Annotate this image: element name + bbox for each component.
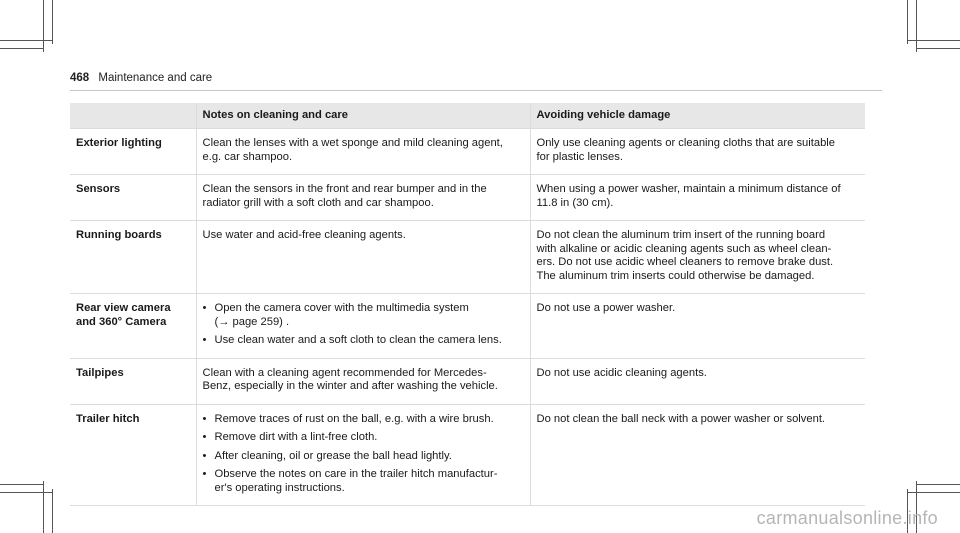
table-row [70, 294, 865, 359]
damage-text-line: with alkaline or acidic cleaning agents such as wheel clean- [536, 242, 832, 255]
page-reference-link[interactable]: (→ page 259) . [214, 315, 290, 328]
table-row [70, 175, 865, 221]
care-text-line: er's operating instructions. [214, 481, 345, 494]
header-divider [70, 90, 882, 91]
crop-mark [0, 40, 52, 41]
damage-text-line: ers. Do not use acidic wheel cleaners to remove brake dust. [536, 256, 834, 268]
care-text-line: • Remove traces of rust on the ball, e.g. with a wire brush. [214, 412, 494, 425]
row-label [70, 404, 196, 506]
damage-text-line: Do not use acidic cleaning agents. [536, 366, 707, 379]
row-label [70, 294, 196, 359]
column-header [70, 103, 196, 129]
care-cell [196, 294, 530, 359]
damage-cell [530, 294, 865, 359]
list-item [203, 431, 524, 445]
crop-mark [52, 0, 53, 44]
damage-cell [530, 221, 865, 294]
care-text-line: Clean with a cleaning agent recommended for Mercedes- [202, 366, 487, 379]
damage-cell [530, 129, 865, 175]
crop-mark [0, 48, 44, 49]
care-text-line: • Open the camera cover with the multimedia system [214, 302, 469, 314]
care-bullet-list [203, 302, 524, 348]
damage-text-line: 11.8 in (30 cm). [536, 196, 614, 209]
care-text-line: Clean the sensors in the front and rear bumper and in the [202, 183, 487, 195]
cleaning-care-table [70, 103, 865, 506]
crop-mark [43, 0, 44, 52]
row-label [70, 221, 196, 294]
column-header: Avoiding vehicle damage [530, 103, 865, 129]
crop-mark [0, 492, 52, 493]
table-row [70, 358, 865, 404]
care-cell [196, 221, 530, 294]
watermark: carmanualsonline.info [756, 508, 938, 528]
crop-mark [907, 0, 908, 44]
damage-text-line: Only use cleaning agents or cleaning cloths that are suitable [536, 137, 836, 149]
column-header: Notes on cleaning and care [196, 103, 530, 129]
care-text-line: Clean the lenses with a wet sponge and mild cleaning agent, [202, 137, 503, 149]
crop-mark [43, 481, 44, 533]
table-row [70, 404, 865, 506]
row-label-line: Tailpipes [76, 366, 124, 379]
care-text-line: • After cleaning, oil or grease the ball head lightly. [214, 449, 452, 462]
care-text-line: Use water and acid-free cleaning agents. [202, 229, 406, 241]
care-cell [196, 175, 530, 221]
row-label [70, 175, 196, 221]
row-label-line: Rear view camera [76, 302, 171, 314]
list-item [203, 302, 524, 329]
page-header [70, 72, 212, 84]
care-cell [196, 404, 530, 506]
damage-text-line: Do not clean the ball neck with a power washer or solvent. [536, 412, 826, 425]
table-row [70, 129, 865, 175]
list-item [203, 334, 524, 348]
section-title: Maintenance and care [98, 72, 213, 84]
crop-mark [0, 484, 44, 485]
damage-cell [530, 358, 865, 404]
care-text-line: e.g. car shampoo. [202, 150, 293, 163]
page-number: 468 [70, 72, 90, 84]
row-label-line: Trailer hitch [76, 412, 140, 425]
crop-mark [916, 484, 960, 485]
crop-mark [916, 48, 960, 49]
row-label [70, 129, 196, 175]
row-label-line: Sensors [76, 183, 121, 195]
table-row [70, 221, 865, 294]
damage-text-line: When using a power washer, maintain a minimum distance of [536, 183, 841, 195]
care-cell [196, 358, 530, 404]
care-text-line: • Observe the notes on care in the trailer hitch manufactur- [214, 468, 498, 480]
care-bullet-list [203, 413, 524, 496]
damage-cell [530, 175, 865, 221]
care-text-line: • Use clean water and a soft cloth to clean the camera lens. [214, 334, 502, 346]
row-label-line: Exterior lighting [76, 137, 162, 149]
crop-mark [916, 0, 917, 52]
row-label-line: and 360° Camera [76, 315, 167, 328]
list-item [203, 413, 524, 427]
damage-text-line: for plastic lenses. [536, 150, 623, 163]
damage-text-line: The aluminum trim inserts could otherwise be damaged. [536, 269, 815, 282]
care-cell [196, 129, 530, 175]
damage-cell [530, 404, 865, 506]
care-text-line: radiator grill with a soft cloth and car shampoo. [202, 196, 434, 209]
care-text-line: • Remove dirt with a lint-free cloth. [214, 431, 378, 443]
table-header-row [70, 103, 865, 129]
damage-text-line: Do not clean the aluminum trim insert of the running board [536, 229, 826, 241]
list-item [203, 468, 524, 495]
damage-text-line: Do not use a power washer. [536, 302, 676, 314]
row-label-line: Running boards [76, 229, 162, 241]
crop-mark [52, 489, 53, 533]
row-label [70, 358, 196, 404]
list-item [203, 450, 524, 464]
care-text-line: Benz, especially in the winter and after washing the vehicle. [202, 380, 498, 392]
